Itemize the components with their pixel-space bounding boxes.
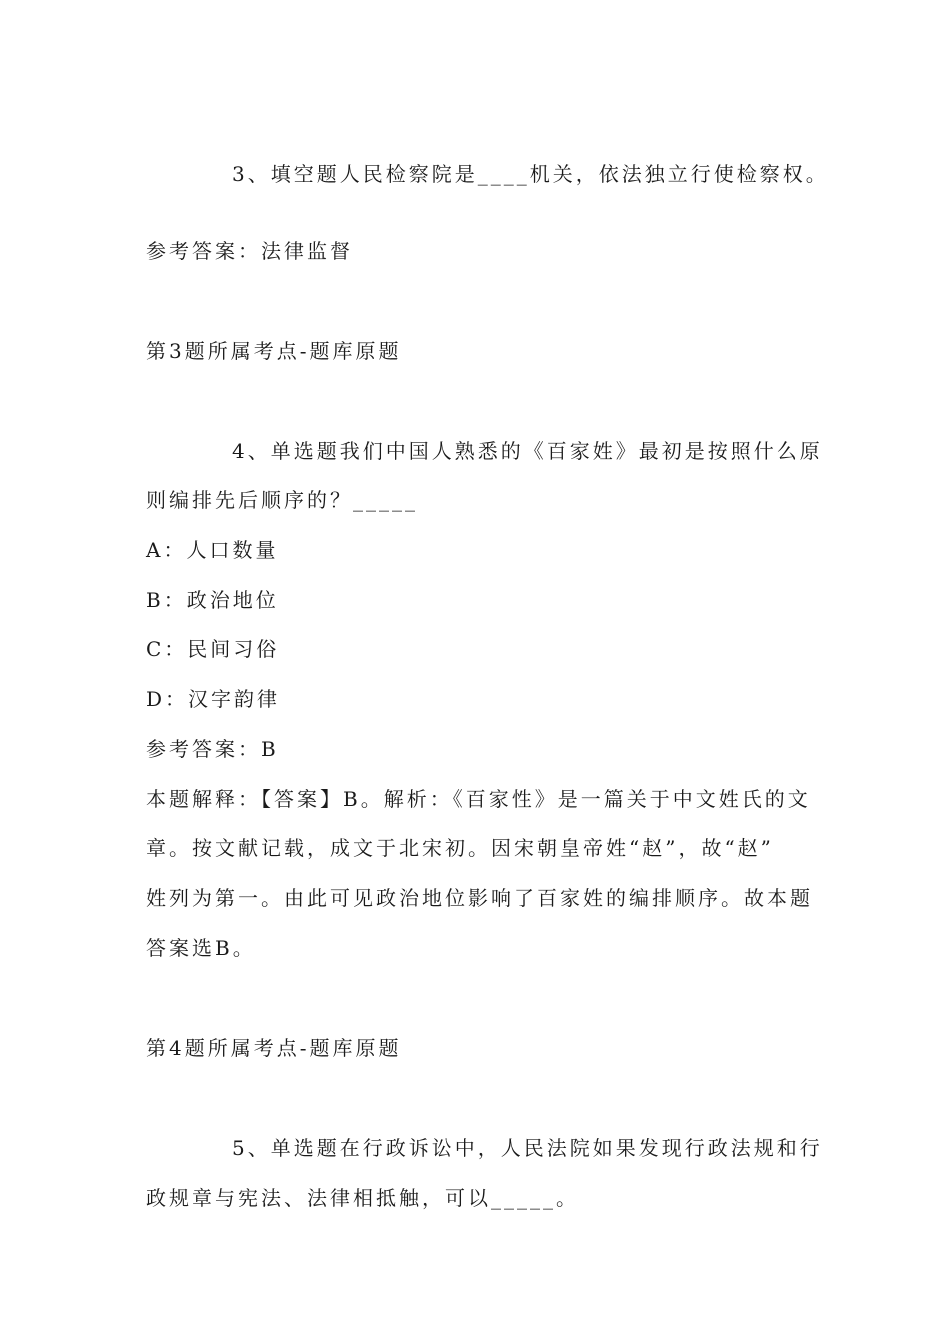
question-4-stem-line2: 则编排先后顺序的？_____: [146, 488, 418, 512]
question-4-explanation-line2: 章。按文献记载，成文于北宋初。因宋朝皇帝姓“赵”，故“赵”: [146, 836, 774, 860]
question-4-option-a: A：人口数量: [146, 538, 279, 562]
question-3-topic: 第3题所属考点-题库原题: [146, 339, 402, 363]
question-5-stem-line1: 5、单选题在行政诉讼中，人民法院如果发现行政法规和行: [232, 1136, 823, 1160]
question-5-stem-line2: 政规章与宪法、法律相抵触，可以_____。: [146, 1186, 579, 1210]
question-4-stem-line1: 4、单选题我们中国人熟悉的《百家姓》最初是按照什么原: [232, 439, 823, 463]
question-4-explanation-line4: 答案选B。: [146, 936, 256, 960]
question-3-answer: 参考答案：法律监督: [146, 239, 353, 263]
question-4-topic: 第4题所属考点-题库原题: [146, 1036, 402, 1060]
question-4-option-c: C：民间习俗: [146, 637, 280, 661]
question-4-explanation-line1: 本题解释：【答案】B。解析：《百家性》是一篇关于中文姓氏的文: [146, 787, 811, 811]
question-4-option-d: D：汉字韵律: [146, 687, 281, 711]
question-4-answer: 参考答案：B: [146, 737, 279, 761]
question-3-stem: 3、填空题人民检察院是____机关，依法独立行使检察权。: [232, 162, 829, 186]
question-4-option-b: B：政治地位: [146, 588, 279, 612]
question-4-explanation-line3: 姓列为第一。由此可见政治地位影响了百家姓的编排顺序。故本题: [146, 886, 813, 910]
